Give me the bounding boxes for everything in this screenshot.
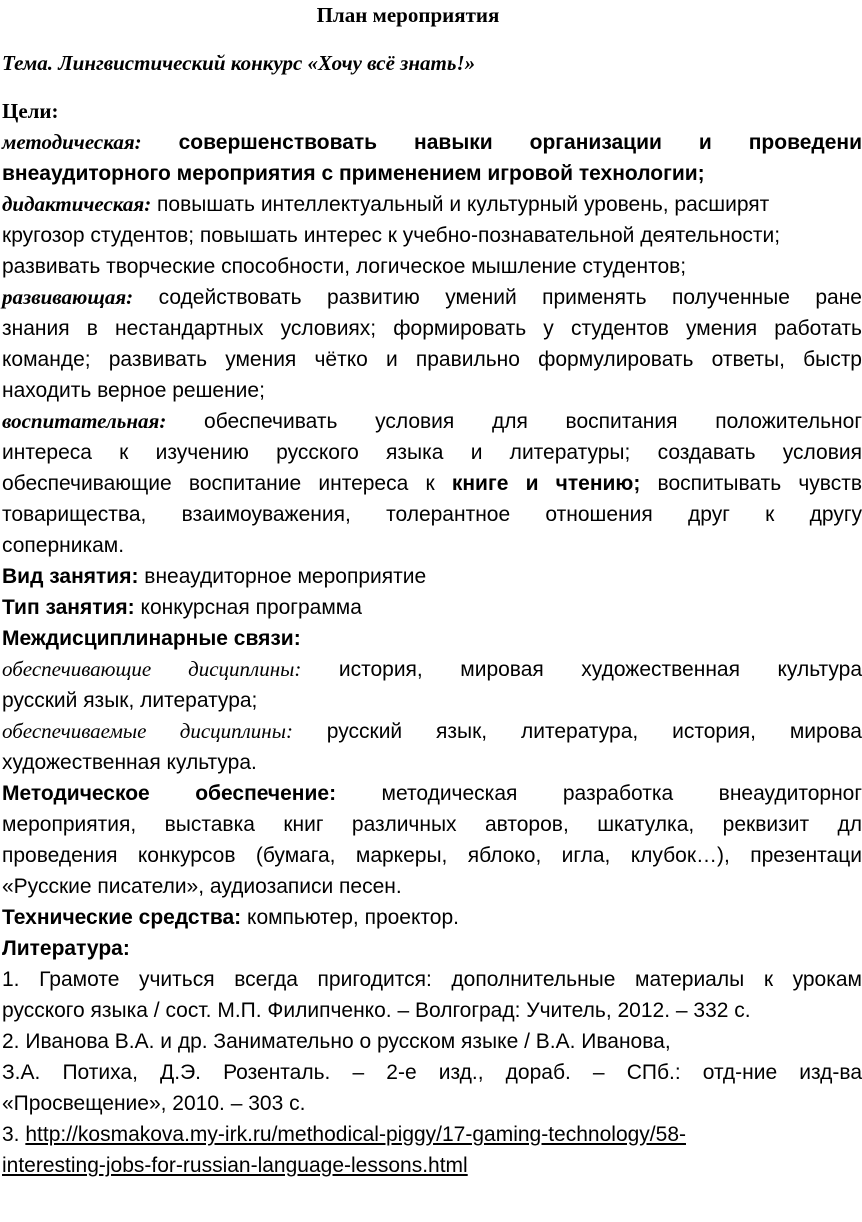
lesson-kind-value: внеаудиторное мероприятие	[138, 565, 427, 588]
goal-educational-line-2: интереса к изучению русского языка и литературы; создавать условия	[2, 441, 862, 464]
method-support-line-1	[2, 778, 862, 809]
interdisc-providing-line-2: русский язык, литература;	[2, 689, 258, 712]
literature-item-2-line-3: «Просвещение», 2010. – 303 с.	[2, 1092, 306, 1115]
literature-item-3-number: 3.	[2, 1123, 26, 1146]
goal-didactic-text: повышать интеллектуальный и культурный уровень, расширят	[151, 193, 770, 216]
interdisc-heading: Междисциплинарные связи:	[2, 627, 301, 650]
tech-value: компьютер, проектор.	[241, 906, 459, 929]
lesson-type-label: Тип занятия:	[2, 596, 135, 619]
book-reading-emphasis: книге и чтению;	[451, 472, 641, 495]
goal-developing-line-3: команде; развивать умения чётко и правильно формулировать ответы, быстр	[2, 348, 862, 371]
lesson-type-line	[2, 592, 862, 623]
method-support-label: Методическое обеспечение:	[2, 782, 337, 805]
literature-item-1-line-2: русского языка / сост. М.П. Филипченко. – Волгоград: Учитель, 2012. – 332 с.	[2, 999, 751, 1022]
literature-item-2-line-2: З.А. Потиха, Д.Э. Розенталь. – 2-е изд., дораб. – СПб.: отд-ние изд-ва	[2, 1061, 862, 1084]
goal-educational-line-3-start: обеспечивающие воспитание интереса к	[2, 472, 452, 495]
goal-didactic-line-1	[2, 189, 862, 220]
goal-educational-line-4: товарищества, взаимоуважения, толерантное отношения друг к другу	[2, 503, 862, 526]
literature-item-3-line-1	[2, 1119, 862, 1150]
literature-link-part-1[interactable]: http://kosmakova.my-irk.ru/methodical-piggy/17-gaming-technology/58-	[25, 1123, 686, 1146]
page-title: План мероприятия	[316, 3, 500, 27]
goal-didactic-label: дидактическая:	[2, 192, 152, 216]
goal-methodical-line-2: внеаудиторного мероприятия с применением игровой технологии;	[2, 162, 705, 185]
method-support-line-2: мероприятия, выставка книг различных авторов, шкатулка, реквизит дл	[2, 813, 862, 836]
literature-item-2-line-1: 2. Иванова В.А. и др. Занимательно о русском языке / В.А. Иванова,	[2, 1030, 671, 1053]
method-support-line-4: «Русские писатели», аудиозаписи песен.	[2, 875, 402, 898]
lesson-type-value: конкурсная программа	[134, 596, 362, 619]
goal-developing-label: развивающая:	[2, 285, 134, 309]
interdisc-provided-label: обеспечиваемые дисциплины:	[2, 719, 293, 743]
goal-methodical-line-1	[2, 127, 862, 158]
topic-line: Тема. Лингвистический конкурс «Хочу всё знать!»	[2, 51, 476, 75]
goal-educational-line-3	[2, 468, 862, 499]
interdisc-provided-line-1	[2, 716, 862, 747]
goal-educational-line-1	[2, 406, 862, 437]
goal-didactic-line-3: развивать творческие способности, логическое мышление студентов;	[2, 255, 687, 278]
literature-link-part-2[interactable]: interesting-jobs-for-russian-language-lessons.html	[2, 1154, 468, 1177]
goal-developing-line-2: знания в нестандартных условиях; формировать у студентов умения работать	[2, 317, 862, 340]
literature-item-3-line-2	[2, 1150, 862, 1181]
method-support-text: методическая разработка внеаудиторног	[336, 782, 862, 805]
lesson-kind-line	[2, 561, 862, 592]
tech-line	[2, 902, 862, 933]
goals-heading: Цели:	[2, 99, 59, 123]
goal-methodical-text: совершенствовать навыки организации и проведени	[178, 131, 862, 154]
goal-developing-line-1	[2, 282, 862, 313]
tech-label: Технические средства:	[2, 906, 242, 929]
goal-developing-line-4: находить верное решение;	[2, 379, 265, 402]
interdisc-provided-text: русский язык, литература, история, мирова	[292, 720, 862, 743]
interdisc-providing-label: обеспечивающие дисциплины:	[2, 657, 302, 681]
goal-educational-text: обеспечивать условия для воспитания положительног	[166, 410, 862, 433]
goal-educational-label: воспитательная:	[2, 409, 167, 433]
goal-educational-line-5: соперникам.	[2, 534, 125, 557]
method-support-line-3: проведения конкурсов (бумага, маркеры, яблоко, игла, клубок…), презентаци	[2, 844, 862, 867]
goal-methodical-label: методическая:	[2, 130, 142, 154]
interdisc-providing-text: история, мировая художественная культура	[301, 658, 862, 681]
goal-didactic-line-2: кругозор студентов; повышать интерес к учебно-познавательной деятельности;	[2, 224, 781, 247]
goal-educational-line-3-end: воспитывать чувств	[640, 472, 862, 495]
literature-heading: Литература:	[2, 937, 130, 960]
lesson-kind-label: Вид занятия:	[2, 565, 139, 588]
interdisc-provided-line-2: художественная культура.	[2, 751, 257, 774]
interdisc-providing-line-1	[2, 654, 862, 685]
goal-developing-text: содействовать развитию умений применять полученные ране	[133, 286, 862, 309]
literature-item-1-line-1: 1. Грамоте учиться всегда пригодится: дополнительные материалы к урокам	[2, 968, 862, 991]
